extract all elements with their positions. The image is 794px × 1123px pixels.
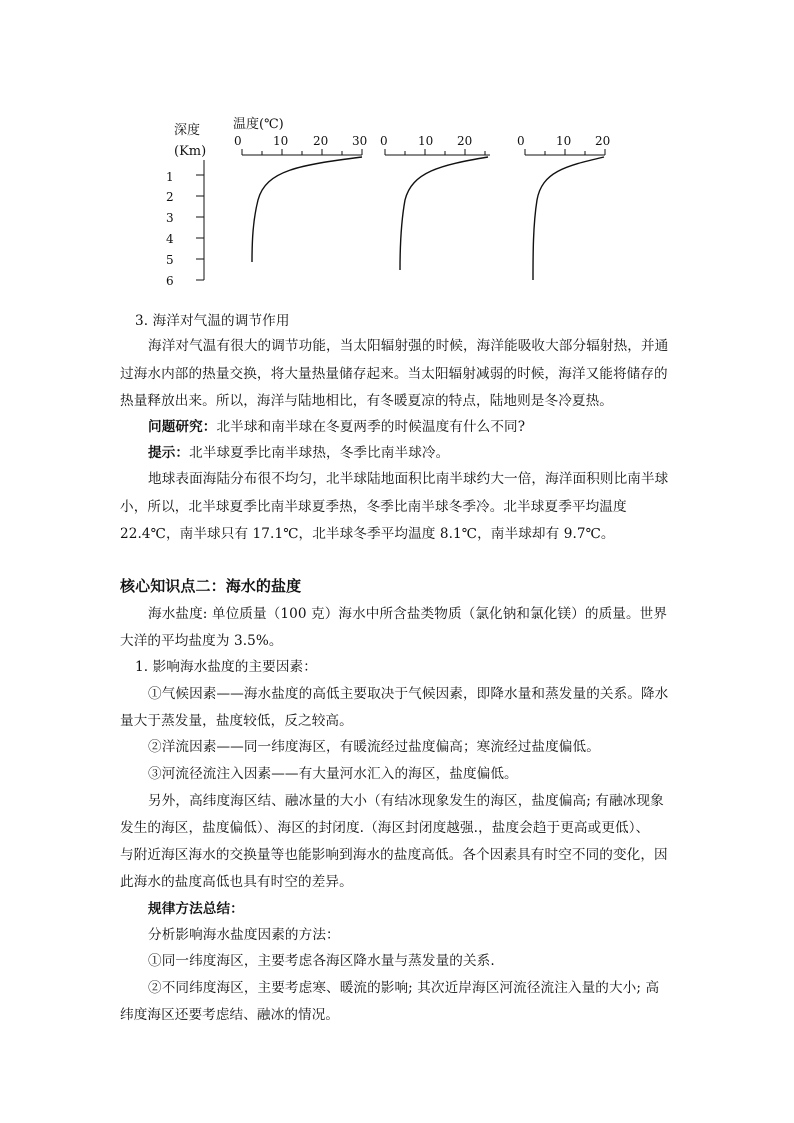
hint-label: 提示： <box>148 445 190 461</box>
temperature-tick-label: 0 <box>234 134 242 148</box>
paragraph-line: 地球表面海陆分布很不均匀，北半球陆地面积比南半球约大一倍，海洋面积则比南半球 <box>148 471 669 487</box>
paragraph-line: 小，所以，北半球夏季比南半球夏季热，冬季比南半球冬季冷。北半球夏季平均温度 <box>120 499 627 515</box>
temperature-tick-label: 20 <box>457 134 473 148</box>
depth-axis-label: 深度 <box>174 123 201 138</box>
question-text: 北半球和南半球在冬夏两季的时候温度有什么不同? <box>216 419 526 435</box>
paragraph-line: 量大于蒸发量，盐度较低，反之较高。 <box>120 713 353 729</box>
paragraph-line: 海洋对气温有很大的调节功能，当太阳辐射强的时候，海洋能吸收大部分辐射热，并通 <box>148 338 669 354</box>
depth-tick-label: 3 <box>166 211 174 225</box>
temperature-tick-label: 30 <box>352 134 368 148</box>
hint-line <box>148 440 708 467</box>
hint-text: 北半球夏季比南半球热，冬季比南半球冷。 <box>189 445 450 461</box>
paragraph-line: 发生的海区，盐度偏低）、海区的封闭度.（海区封闭度越强.，盐度会趋于更高或更低）、 <box>120 820 650 836</box>
temperature-panel-3 <box>517 134 610 280</box>
paragraph-line: 22.4℃，南半球只有 17.1℃，北半球冬季平均温度 8.1℃，南半球却有 9.7℃。 <box>120 526 615 542</box>
section-heading: 核心知识点二：海水的盐度 <box>120 577 302 595</box>
temperature-tick-label: 0 <box>380 134 388 148</box>
paragraph-line: ②洋流因素——同一纬度海区，有暖流经过盐度偏高；寒流经过盐度偏低。 <box>148 739 600 755</box>
subsection-title: 1. 影响海水盐度的主要因素： <box>135 659 317 675</box>
depth-tick-label: 6 <box>166 274 174 288</box>
temperature-depth-figure <box>0 0 794 300</box>
paragraph-line: ②不同纬度海区，主要考虑寒、暖流的影响; 其次近岸海区河流径流注入量的大小; 高 <box>148 980 660 996</box>
temperature-tick-label: 20 <box>595 134 611 148</box>
paragraph-line: 热量释放出来。所以，海洋与陆地相比，有冬暖夏凉的特点，陆地则是冬冷夏热。 <box>120 393 613 409</box>
depth-tick-label: 5 <box>166 253 174 267</box>
temperature-tick-label: 0 <box>517 134 525 148</box>
temperature-panel-2 <box>380 134 490 270</box>
paragraph-line: 与附近海区海水的交换量等也能影响到海水的盐度高低。各个因素具有时空不同的变化，因 <box>120 847 668 863</box>
method-title: 规律方法总结： <box>148 901 244 917</box>
paragraph-line: 此海水的盐度高低也具有时空的差异。 <box>120 874 353 890</box>
section-3-title: 3. 海洋对气温的调节作用 <box>135 313 290 329</box>
temperature-profile-curve <box>400 157 488 270</box>
temperature-panel-1 <box>234 134 367 262</box>
temperature-tick-label: 10 <box>556 134 572 148</box>
depth-unit-label: (Km) <box>174 144 207 159</box>
temperature-tick-label: 20 <box>313 134 329 148</box>
temperature-profile-curve <box>533 157 604 280</box>
paragraph-line: 大洋的平均盐度为 3.5%。 <box>120 633 283 649</box>
depth-tick-label: 1 <box>166 170 174 184</box>
question-line <box>148 414 708 441</box>
depth-tick-label: 2 <box>166 190 174 204</box>
depth-ticks <box>196 175 204 280</box>
paragraph-line: ③河流径流注入因素——有大量河水汇入的海区，盐度偏低。 <box>148 766 518 782</box>
paragraph-line: 过海水内部的热量交换，将大量热量储存起来。当太阳辐射减弱的时候，海洋又能将储存的 <box>120 366 668 382</box>
temperature-tick-label: 10 <box>273 134 289 148</box>
temperature-profile-curve <box>252 157 362 262</box>
paragraph-line: 分析影响海水盐度因素的方法： <box>148 927 340 943</box>
paragraph-line: ①气候因素——海水盐度的高低主要取决于气候因素，即降水量和蒸发量的关系。降水 <box>148 686 669 702</box>
temperature-tick-label: 10 <box>418 134 434 148</box>
depth-tick-label: 4 <box>166 232 174 246</box>
paragraph-line: 海水盐度: 单位质量（100 克）海水中所含盐类物质（氯化钠和氯化镁）的质量。世界 <box>148 606 668 622</box>
paragraph-line: 纬度海区还要考虑结、融冰的情况。 <box>120 1007 340 1023</box>
paragraph-line: ①同一纬度海区，主要考虑各海区降水量与蒸发量的关系. <box>148 953 495 969</box>
paragraph-line: 另外，高纬度海区结、融冰量的大小（有结冰现象发生的海区，盐度偏高; 有融冰现象 <box>148 793 664 809</box>
question-label: 问题研究： <box>148 419 217 435</box>
temperature-axis-label: 温度(℃) <box>233 117 284 132</box>
